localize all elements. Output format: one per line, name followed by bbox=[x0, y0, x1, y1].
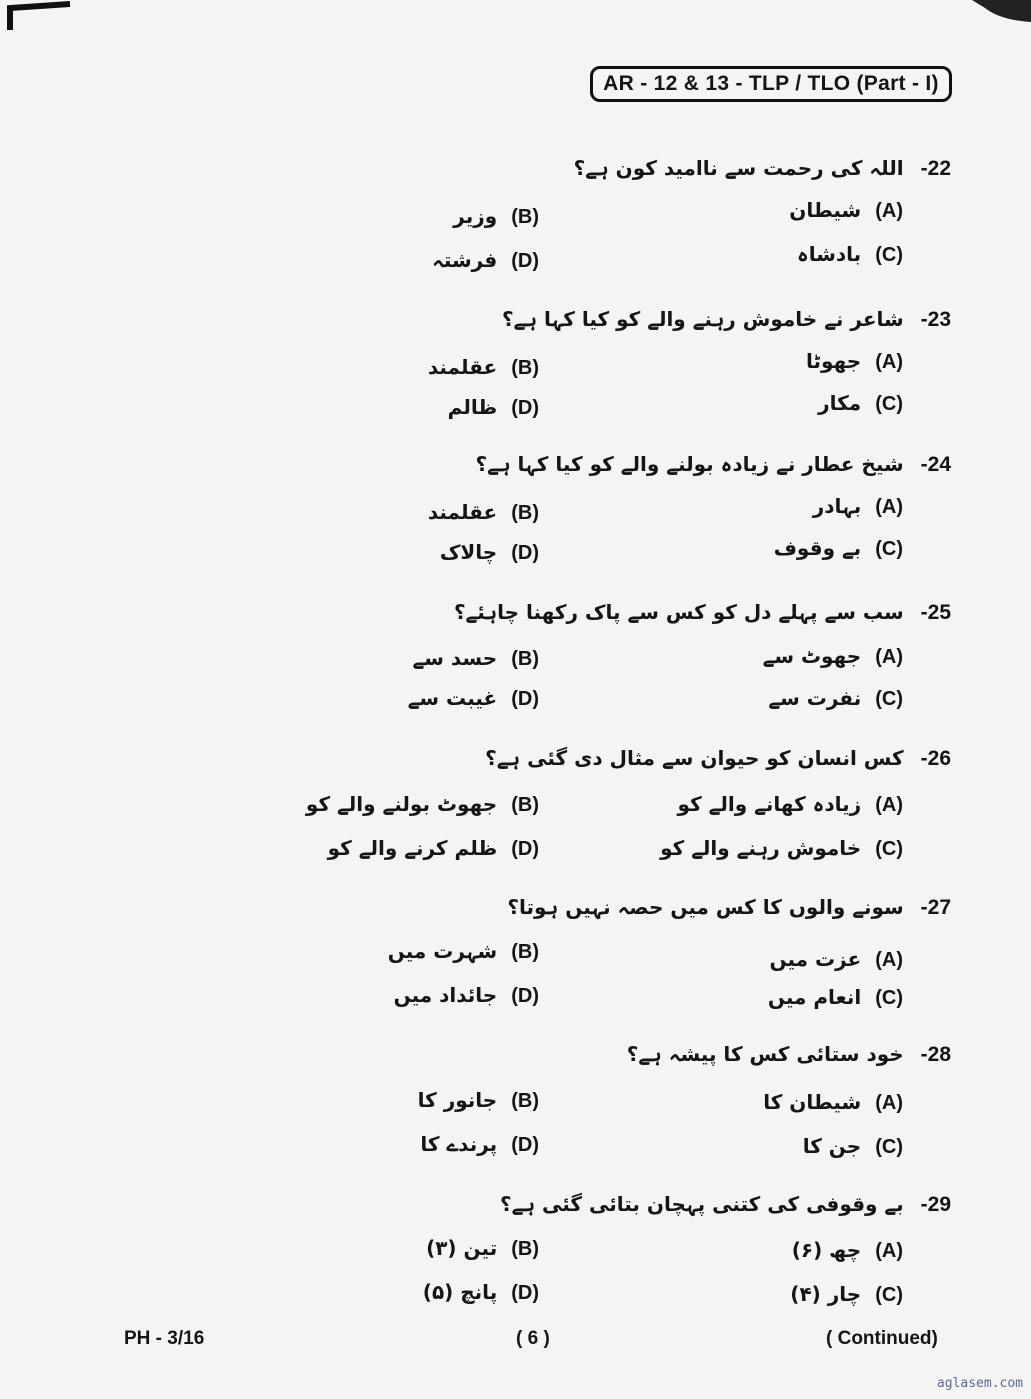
question-number: 28 bbox=[927, 1043, 951, 1066]
option-b: (B)وزیر bbox=[453, 204, 539, 228]
watermark: aglasem.com bbox=[936, 1376, 1023, 1391]
question-text: سب سے پہلے دل کو کس سے پاک رکھنا چاہئے؟ bbox=[453, 600, 904, 624]
option-c: (C)انعام میں bbox=[767, 985, 903, 1009]
question-number: 23 bbox=[927, 308, 951, 331]
option-c: (C)بے وقوف bbox=[773, 536, 903, 560]
option-b: (B)عقلمند bbox=[427, 355, 539, 379]
option-d: (D)فرشتہ bbox=[432, 248, 539, 272]
option-d: (D)جائداد میں bbox=[393, 983, 539, 1007]
option-b: (B)تین (۳) bbox=[426, 1236, 539, 1260]
option-a: (A)عزت میں bbox=[769, 947, 903, 971]
continued-note: ( Continued) bbox=[826, 1328, 938, 1349]
option-a: (A)شیطان کا bbox=[763, 1090, 903, 1114]
option-c: (C)جن کا bbox=[802, 1134, 903, 1158]
option-d: (D)پانچ (۵) bbox=[422, 1280, 539, 1304]
question-stem: 26- کس انسان کو حیوان سے مثال دی گئی ہے؟ bbox=[485, 746, 951, 770]
option-b: (B)حسد سے bbox=[412, 646, 539, 670]
question-text: شاعر نے خاموش رہنے والے کو کیا کہا ہے؟ bbox=[502, 307, 904, 331]
option-c: (C)خاموش رہنے والے کو bbox=[660, 836, 903, 860]
question-stem: 23- شاعر نے خاموش رہنے والے کو کیا کہا ہے؟ bbox=[502, 307, 951, 331]
question-stem: 28- خود ستائی کس کا پیشہ ہے؟ bbox=[626, 1042, 951, 1066]
option-c: (C)بادشاہ bbox=[797, 242, 903, 266]
question-text: خود ستائی کس کا پیشہ ہے؟ bbox=[626, 1042, 904, 1066]
option-b: (B)جھوٹ بولنے والے کو bbox=[305, 792, 539, 816]
question-text: بے وقوفی کی کتنی پہچان بتائی گئی ہے؟ bbox=[500, 1192, 904, 1216]
question-number: 26 bbox=[927, 747, 951, 770]
question-stem: 27- سونے والوں کا کس میں حصہ نہیں ہوتا؟ bbox=[507, 895, 951, 919]
question-text: شیخ عطار نے زیادہ بولنے والے کو کیا کہا ہے؟ bbox=[475, 452, 904, 476]
question-number: 27 bbox=[927, 896, 951, 919]
question-text: سونے والوں کا کس میں حصہ نہیں ہوتا؟ bbox=[507, 895, 904, 919]
option-d: (D)غیبت سے bbox=[407, 686, 539, 710]
option-b: (B)جانور کا bbox=[417, 1088, 539, 1112]
option-a: (A)جھوٹ سے bbox=[762, 644, 903, 668]
option-c: (C)چار (۴) bbox=[790, 1282, 903, 1306]
question-stem: 22- اللہ کی رحمت سے ناامید کون ہے؟ bbox=[573, 156, 951, 180]
paper-code-box: AR - 12 & 13 - TLP / TLO (Part - I) bbox=[590, 66, 952, 102]
question-text: کس انسان کو حیوان سے مثال دی گئی ہے؟ bbox=[485, 746, 904, 770]
question-number: 25 bbox=[927, 601, 951, 624]
option-d: (D)پرندے کا bbox=[420, 1132, 539, 1156]
question-stem: 25- سب سے پہلے دل کو کس سے پاک رکھنا چاہئے؟ bbox=[453, 600, 951, 624]
question-number: 22 bbox=[927, 157, 951, 180]
option-a: (A)چھ (۶) bbox=[791, 1238, 903, 1262]
question-stem: 24- شیخ عطار نے زیادہ بولنے والے کو کیا کہا ہے؟ bbox=[475, 452, 951, 476]
option-c: (C)مکار bbox=[818, 391, 903, 415]
question-stem: 29- بے وقوفی کی کتنی پہچان بتائی گئی ہے؟ bbox=[500, 1192, 951, 1216]
option-d: (D)ظلم کرنے والے کو bbox=[327, 836, 539, 860]
question-number: 29 bbox=[927, 1193, 951, 1216]
page-number: ( 6 ) bbox=[516, 1328, 550, 1349]
question-text: اللہ کی رحمت سے ناامید کون ہے؟ bbox=[573, 156, 904, 180]
option-b: (B)شہرت میں bbox=[387, 939, 539, 963]
option-a: (A)بہادر bbox=[812, 494, 903, 518]
option-b: (B)عقلمند bbox=[427, 500, 539, 524]
option-d: (D)چالاک bbox=[439, 540, 539, 564]
option-a: (A)جھوٹا bbox=[806, 349, 903, 373]
question-number: 24 bbox=[927, 453, 951, 476]
option-a: (A)زیادہ کھانے والے کو bbox=[677, 792, 903, 816]
option-c: (C)نفرت سے bbox=[768, 686, 903, 710]
option-a: (A)شیطان bbox=[789, 198, 903, 222]
option-d: (D)ظالم bbox=[447, 395, 539, 419]
page-code: PH - 3/16 bbox=[124, 1328, 205, 1349]
